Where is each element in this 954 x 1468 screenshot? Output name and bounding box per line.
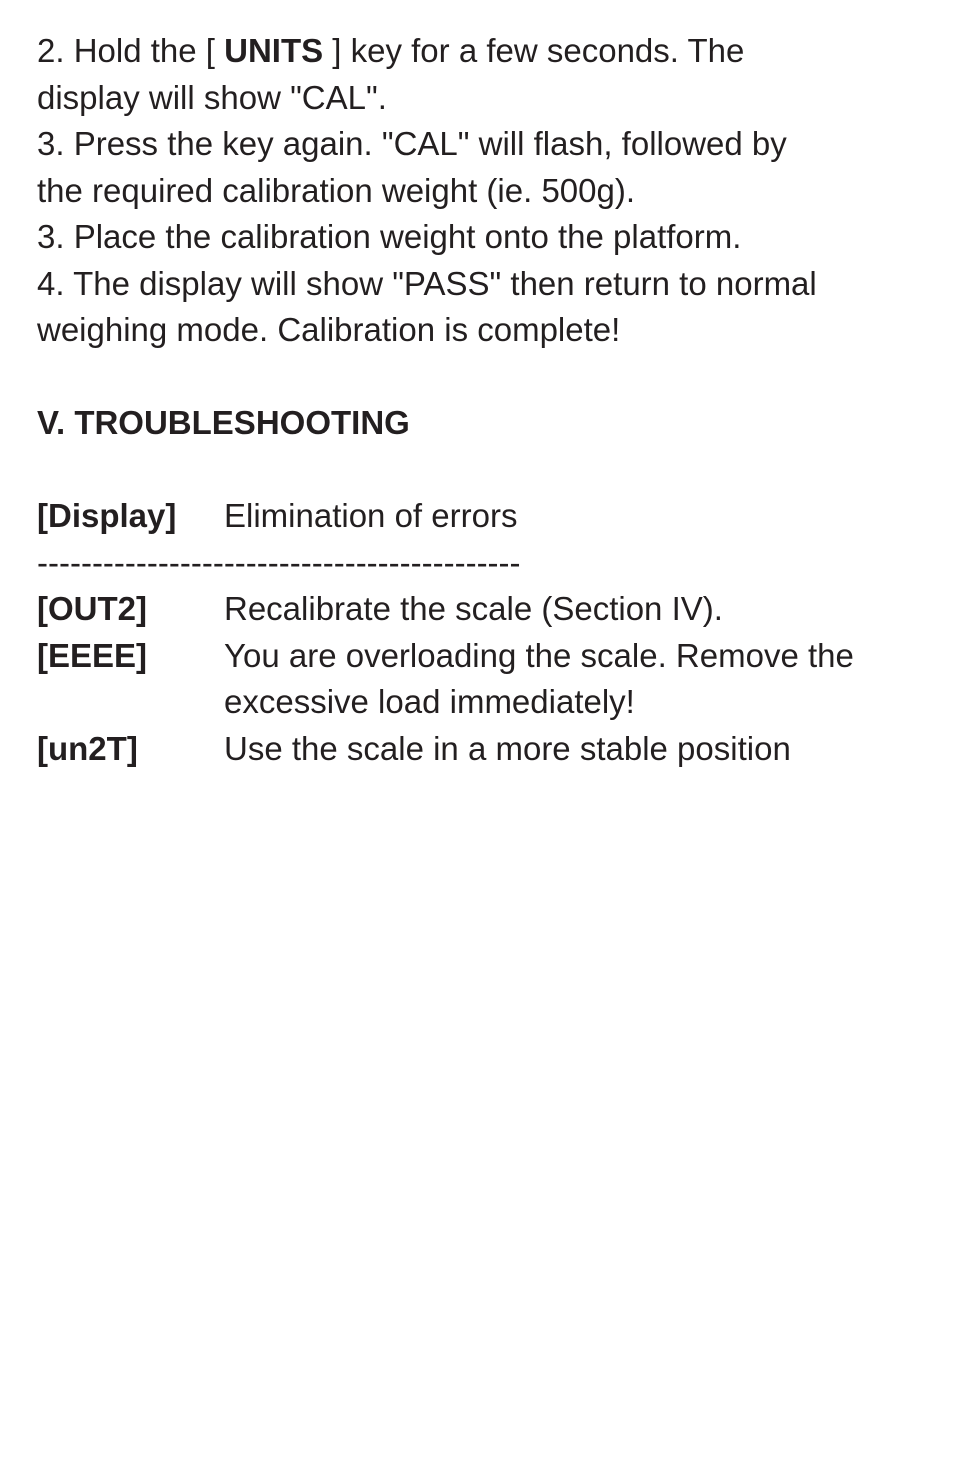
header-code: [Display]	[37, 497, 177, 534]
units-key-label: UNITS	[224, 32, 324, 69]
step-text: 2. Hold the [	[37, 32, 225, 69]
remedy-line: Recalibrate the scale (Section IV).	[224, 590, 723, 627]
remedy-line: You are overloading the scale. Remove the	[224, 636, 854, 674]
error-remedy	[224, 726, 937, 773]
step-text: ] key for a few seconds. The	[323, 32, 745, 69]
step-press-key: 3. Press the key again. "CAL" will flash, followed by	[37, 125, 787, 162]
header-desc: Elimination of errors	[224, 497, 518, 534]
table-row	[37, 726, 937, 773]
table-divider: --------------------------------------------	[37, 543, 521, 581]
remedy-line: excessive load immediately!	[224, 683, 635, 720]
error-remedy	[224, 586, 937, 633]
error-code: [un2T]	[37, 729, 138, 767]
step-place-weight: 3. Place the calibration weight onto the platform.	[37, 218, 742, 255]
manual-page	[37, 28, 937, 772]
error-remedy	[224, 633, 937, 726]
error-code: [EEEE]	[37, 636, 148, 674]
remedy-line: Use the scale in a more stable position	[224, 729, 791, 767]
step-press-key-cont: the required calibration weight (ie. 500g).	[37, 171, 636, 209]
step-hold-units-cont: display will show "CAL".	[37, 78, 387, 116]
troubleshooting-heading: V. TROUBLESHOOTING	[37, 404, 410, 441]
table-header-row	[37, 493, 937, 540]
table-row	[37, 586, 937, 633]
step-display-pass: 4. The display will show "PASS" then return to normal	[37, 264, 817, 302]
step-display-pass-cont: weighing mode. Calibration is complete!	[37, 311, 621, 348]
troubleshooting-table	[37, 493, 937, 772]
table-row	[37, 633, 937, 726]
step-hold-units	[37, 28, 937, 75]
error-code: [OUT2]	[37, 590, 147, 627]
